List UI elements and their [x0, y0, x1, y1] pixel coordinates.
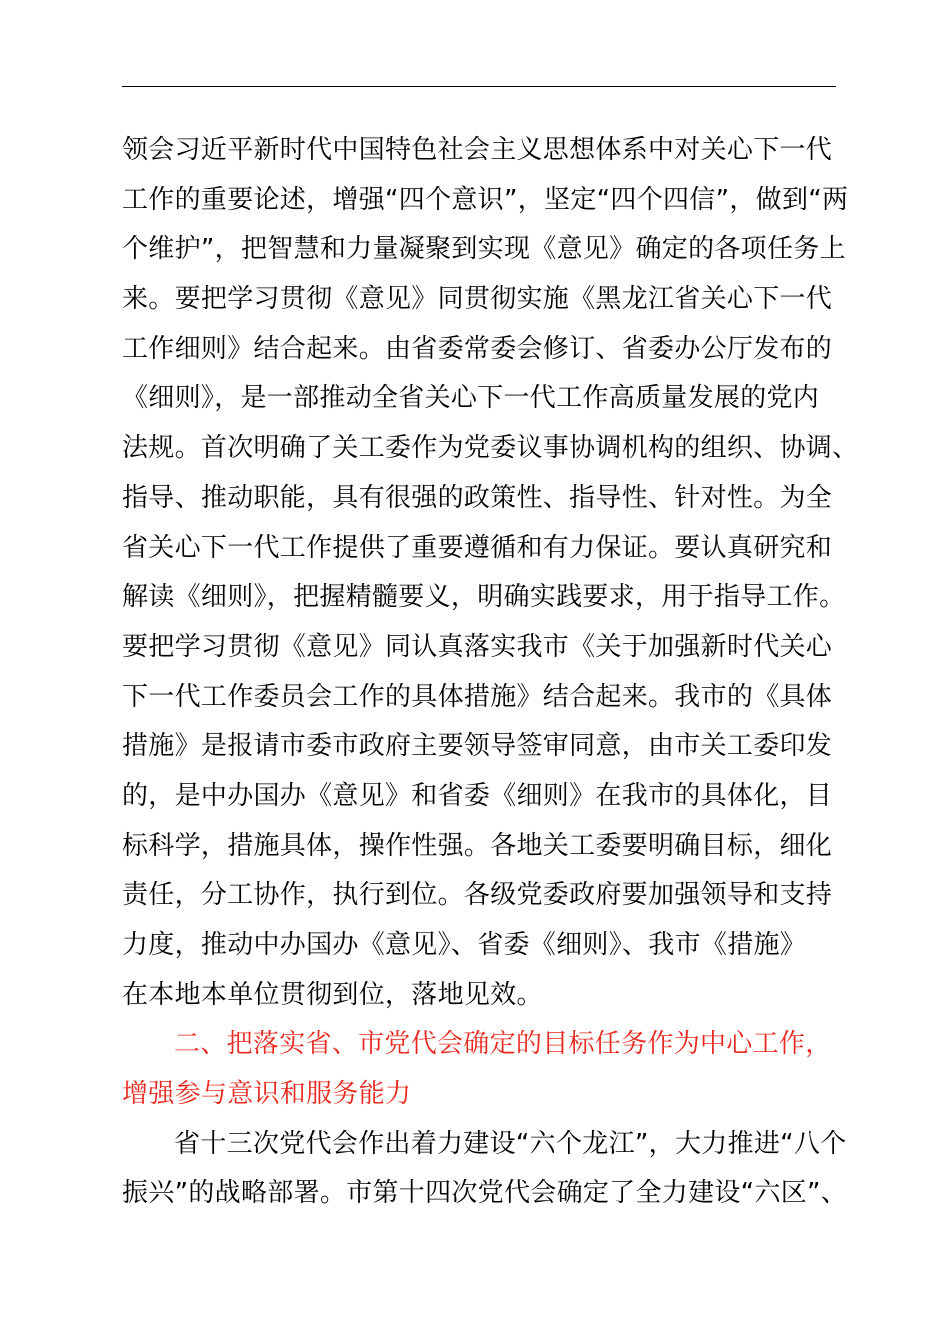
header-rule [122, 86, 836, 87]
text-line: 要把学习贯彻《意见》同认真落实我市《关于加强新时代关心 [122, 631, 833, 662]
text-line: 来。要把学习贯彻《意见》同贯彻实施《黑龙江省关心下一代 [122, 284, 833, 315]
text-line: 省关心下一代工作提供了重要遵循和有力保证。要认真研究和 [122, 532, 833, 563]
document-body [122, 126, 859, 1219]
paragraph-2 [122, 1120, 848, 1219]
text-line: 省十三次党代会作出着力建设“六个龙江”，大力推进“八个 [174, 1128, 847, 1159]
text-line: 个维护”，把智慧和力量凝聚到实现《意见》确定的各项任务上 [122, 234, 846, 265]
text-line: 解读《细则》，把握精髓要义，明确实践要求，用于指导工作。 [122, 582, 846, 613]
section-heading-line-1: 二、把落实省、市党代会确定的目标任务作为中心工作， [174, 1029, 832, 1060]
text-line: 领会习近平新时代中国特色社会主义思想体系中对关心下一代 [122, 135, 833, 165]
text-line: 力度，推动中办国办《意见》、省委《细则》、我市《措施》 [122, 930, 807, 960]
text-line: 下一代工作委员会工作的具体措施》结合起来。我市的《具体 [122, 681, 833, 712]
paragraph-1 [122, 126, 859, 1020]
text-line: 《细则》，是一部推动全省关心下一代工作高质量发展的党内 [122, 383, 820, 414]
section-heading-line-2: 增强参与意识和服务能力 [122, 1079, 412, 1110]
text-line: 工作细则》结合起来。由省委常委会修订、省委办公厅发布的 [122, 333, 833, 364]
text-line: 法规。首次明确了关工委作为党委议事协调机构的组织、协调、 [122, 433, 859, 464]
text-line: 的，是中办国办《意见》和省委《细则》在我市的具体化，目 [122, 780, 833, 811]
text-line: 工作的重要论述，增强“四个意识”，坚定“四个四信”，做到“两 [122, 184, 849, 215]
text-line: 指导、推动职能，具有很强的政策性、指导性、针对性。为全 [122, 482, 833, 513]
text-line: 措施》是报请市委市政府主要领导签审同意，由市关工委印发 [122, 731, 833, 762]
text-line: 振兴”的战略部署。市第十四次党代会确定了全力建设“六区”、 [122, 1178, 848, 1209]
section-heading [122, 1020, 842, 1119]
text-line: 标科学，措施具体，操作性强。各地关工委要明确目标，细化 [122, 830, 833, 861]
text-line: 责任，分工协作，执行到位。各级党委政府要加强领导和支持 [122, 880, 833, 911]
text-line: 在本地本单位贯彻到位，落地见效。 [122, 979, 543, 1010]
